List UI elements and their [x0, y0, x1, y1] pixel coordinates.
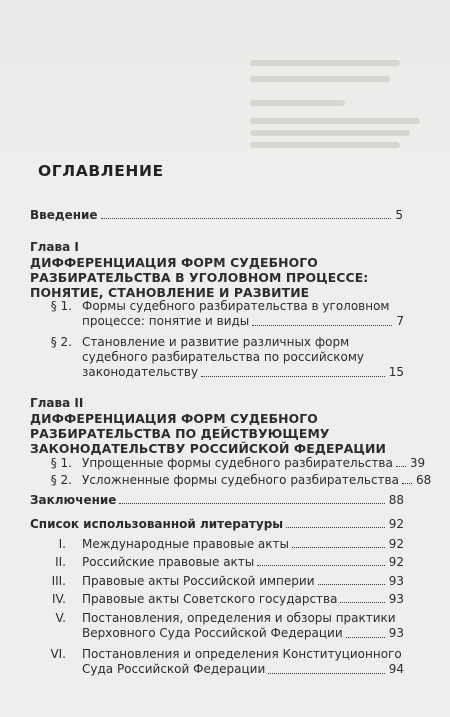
toc-entry-page: 93 — [388, 574, 404, 588]
toc-entry-label: Российские правовые акты — [82, 555, 255, 569]
page-title: ОГЛАВЛЕНИЕ — [38, 162, 164, 180]
toc-entry-section — [82, 335, 404, 380]
toc-entry-literature — [30, 517, 404, 531]
section-number: § 2. — [50, 335, 72, 349]
toc-entry-line: законодательству — [82, 365, 199, 379]
toc-entry-line: Формы судебного разбирательства в уголовном — [82, 299, 390, 313]
toc-entry-label: Заключение — [30, 493, 117, 507]
chapter-title-line: РАЗБИРАТЕЛЬСТВА ПО ДЕЙСТВУЮЩЕМУ — [30, 426, 330, 441]
toc-entry-page: 5 — [395, 208, 403, 222]
toc-entry-literature-item — [82, 574, 404, 588]
toc-entry-label: Правовые акты Советского государства — [82, 592, 338, 606]
section-number: § 2. — [50, 473, 72, 487]
toc-entry-page: 92 — [388, 537, 404, 551]
toc-entry-label: Введение — [30, 208, 98, 222]
chapter-title-line: ДИФФЕРЕНЦИАЦИЯ ФОРМ СУДЕБНОГО — [30, 411, 318, 426]
section-number: III. — [51, 574, 66, 588]
section-number: § 1. — [50, 456, 72, 470]
chapter-label: Глава I — [30, 240, 79, 254]
toc-entry-literature-item — [82, 647, 404, 677]
leader-dots — [286, 527, 385, 528]
toc-entry-line: процессе: понятие и виды — [82, 314, 250, 328]
toc-entry-page: 88 — [388, 493, 404, 507]
chapter-label: Глава II — [30, 396, 84, 410]
toc-entry-page: 92 — [388, 517, 404, 531]
chapter-title — [30, 255, 410, 300]
toc-entry-section — [82, 473, 432, 487]
toc-entry-page: 94 — [388, 662, 404, 676]
leader-dots — [268, 672, 384, 674]
toc-entry-introduction — [30, 208, 403, 222]
toc-entry-label: Упрощенные формы судебного разбирательства — [82, 456, 393, 470]
chapter-title-line: РАЗБИРАТЕЛЬСТВА В УГОЛОВНОМ ПРОЦЕССЕ: — [30, 270, 369, 285]
toc-entry-page: 93 — [388, 626, 404, 640]
chapter-title — [30, 411, 410, 456]
leader-dots — [119, 503, 384, 504]
leader-dots — [252, 324, 392, 326]
toc-entry-label: Усложненные формы судебного разбирательства — [82, 473, 399, 487]
toc-entry-section — [82, 299, 404, 329]
toc-entry-label: Международные правовые акты — [82, 537, 289, 551]
toc-entry-page: 15 — [388, 365, 404, 379]
chapter-title-line: ЗАКОНОДАТЕЛЬСТВУ РОССИЙСКОЙ ФЕДЕРАЦИИ — [30, 441, 386, 456]
section-number: IV. — [51, 592, 66, 606]
toc-entry-section — [82, 456, 426, 470]
leader-dots — [257, 565, 384, 566]
toc-entry-page: 39 — [409, 456, 426, 470]
toc-entry-page: 92 — [388, 555, 404, 569]
leader-dots — [402, 483, 412, 484]
section-number: I. — [58, 537, 66, 551]
toc-entry-page: 68 — [415, 473, 432, 487]
section-number: II. — [55, 555, 66, 569]
toc-entry-line: Становление и развитие различных форм — [82, 335, 350, 349]
toc-entry-literature-item — [82, 555, 404, 569]
section-number: V. — [55, 611, 66, 625]
toc-entry-page: 7 — [396, 314, 404, 328]
toc-entry-line: Постановления и определения Конституционного — [82, 647, 402, 661]
leader-dots — [201, 375, 385, 377]
toc-entry-line: Постановления, определения и обзоры практики — [82, 611, 396, 625]
toc-entry-literature-item — [82, 537, 404, 551]
toc-entry-conclusion — [30, 493, 404, 507]
leader-dots — [101, 218, 392, 219]
leader-dots — [346, 636, 385, 638]
toc-entry-label: Правовые акты Российской империи — [82, 574, 315, 588]
section-number: § 1. — [50, 299, 72, 313]
toc-entry-label: Список использованной литературы — [30, 517, 284, 531]
toc-entry-page: 93 — [388, 592, 404, 606]
leader-dots — [396, 466, 406, 467]
leader-dots — [340, 602, 384, 603]
chapter-title-line: ДИФФЕРЕНЦИАЦИЯ ФОРМ СУДЕБНОГО — [30, 255, 318, 270]
toc-entry-line: Верховного Суда Российской Федерации — [82, 626, 343, 640]
toc-entry-literature-item — [82, 611, 404, 641]
toc-entry-line: судебного разбирательства по российскому — [82, 350, 364, 364]
leader-dots — [318, 584, 385, 585]
toc-entry-line: Суда Российской Федерации — [82, 662, 266, 676]
section-number: VI. — [50, 647, 66, 661]
chapter-title-line: ПОНЯТИЕ, СТАНОВЛЕНИЕ И РАЗВИТИЕ — [30, 285, 310, 300]
leader-dots — [292, 547, 385, 548]
toc-entry-literature-item — [82, 592, 404, 606]
